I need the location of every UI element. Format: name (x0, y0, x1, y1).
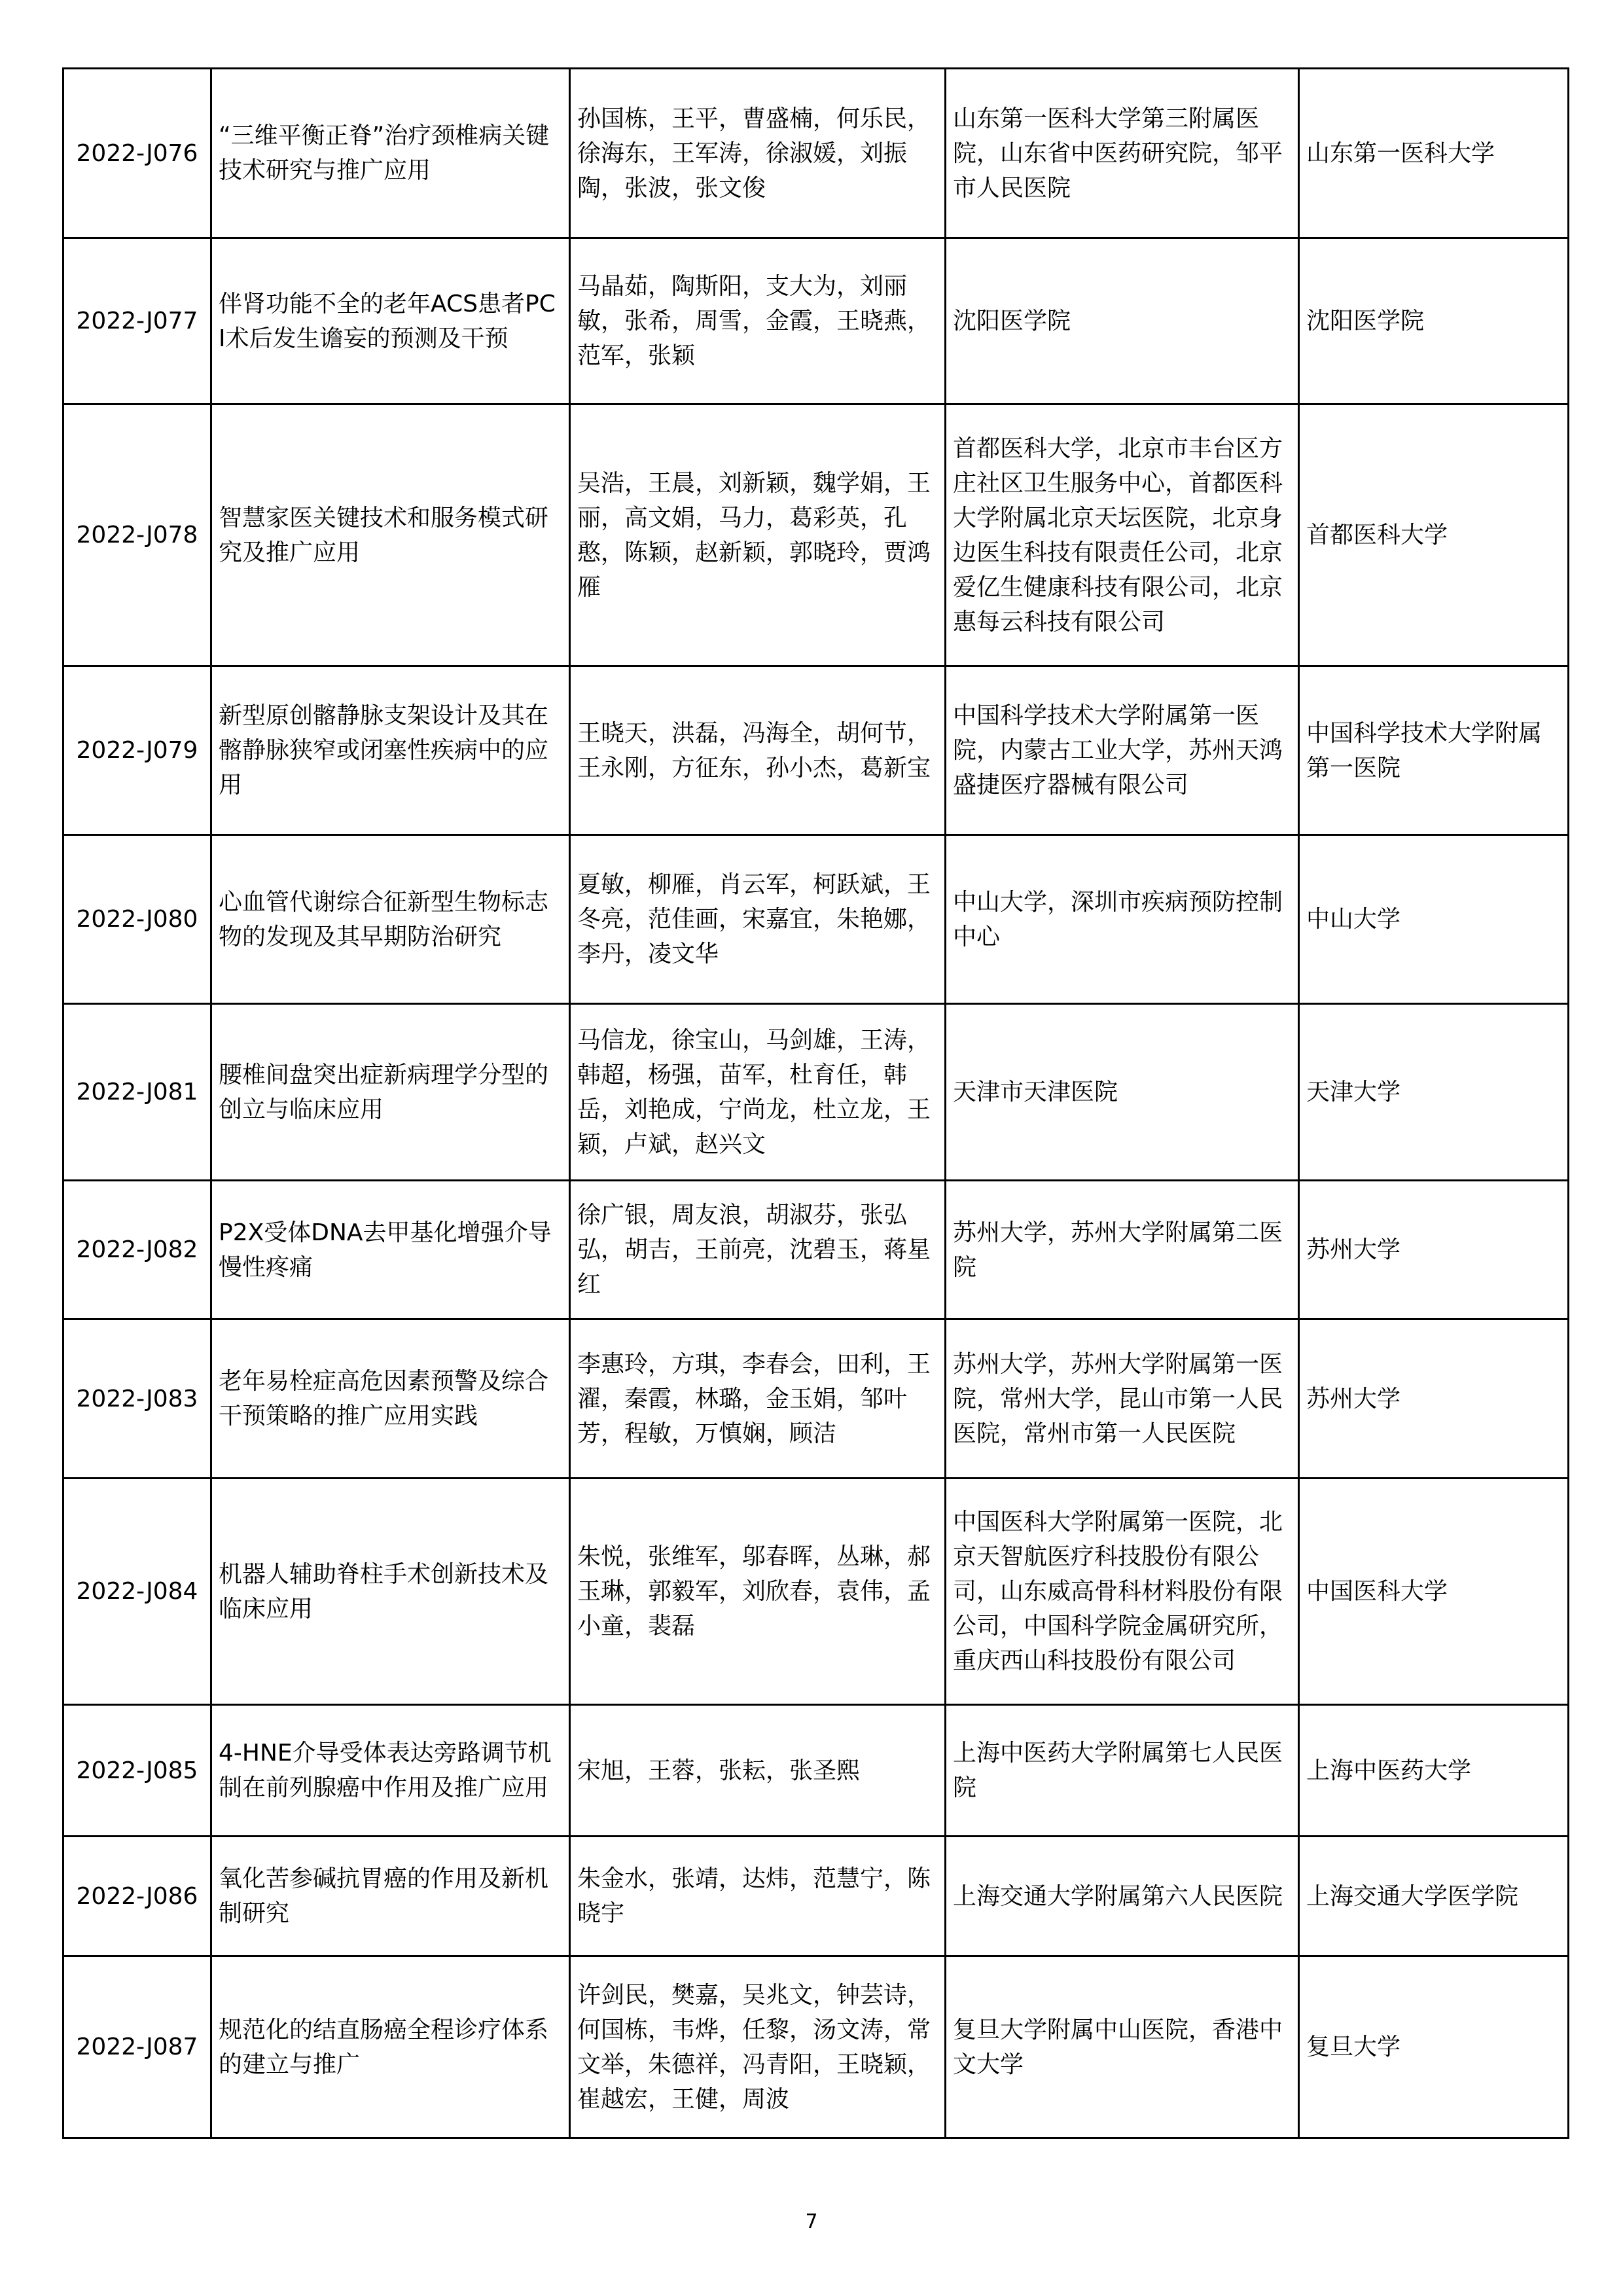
table-row (63, 666, 1569, 835)
table-row (63, 1181, 1569, 1319)
award-table (62, 67, 1569, 2139)
table-row (63, 404, 1569, 666)
project-title: 机器人辅助脊柱手术创新技术及临床应用 (211, 1479, 570, 1705)
table-row (63, 1705, 1569, 1837)
lead-unit: 山东第一医科大学 (1299, 69, 1569, 238)
table-row (63, 238, 1569, 404)
project-title: 老年易栓症高危因素预警及综合干预策略的推广应用实践 (211, 1319, 570, 1479)
lead-unit: 苏州大学 (1299, 1319, 1569, 1479)
project-code: 2022-J085 (63, 1705, 211, 1837)
project-title: 4-HNE介导受体表达旁路调节机制在前列腺癌中作用及推广应用 (211, 1705, 570, 1837)
project-code: 2022-J082 (63, 1181, 211, 1319)
project-title: 智慧家医关键技术和服务模式研究及推广应用 (211, 404, 570, 666)
contributors: 朱金水，张靖，达炜，范慧宁，陈晓宇 (570, 1837, 946, 1956)
participating-units: 苏州大学，苏州大学附属第二医院 (946, 1181, 1299, 1319)
project-title: 伴肾功能不全的老年ACS患者PCI术后发生谵妄的预测及干预 (211, 238, 570, 404)
project-title: P2X受体DNA去甲基化增强介导慢性疼痛 (211, 1181, 570, 1319)
table-row (63, 1479, 1569, 1705)
contributors: 孙国栋，王平，曹盛楠，何乐民，徐海东，王军涛，徐淑媛，刘振陶，张波，张文俊 (570, 69, 946, 238)
project-code: 2022-J077 (63, 238, 211, 404)
participating-units: 中国科学技术大学附属第一医院，内蒙古工业大学，苏州天鸿盛捷医疗器械有限公司 (946, 666, 1299, 835)
lead-unit: 中山大学 (1299, 835, 1569, 1004)
participating-units: 沈阳医学院 (946, 238, 1299, 404)
project-code: 2022-J083 (63, 1319, 211, 1479)
lead-unit: 复旦大学 (1299, 1956, 1569, 2138)
project-code: 2022-J080 (63, 835, 211, 1004)
contributors: 徐广银，周友浪，胡淑芬，张弘弘，胡吉，王前亮，沈碧玉，蒋星红 (570, 1181, 946, 1319)
contributors: 马信龙，徐宝山，马剑雄，王涛，韩超，杨强，苗军，杜育任，韩岳，刘艳成，宁尚龙，杜立龙，王颖，卢斌，赵兴文 (570, 1004, 946, 1181)
lead-unit: 上海中医药大学 (1299, 1705, 1569, 1837)
lead-unit: 上海交通大学医学院 (1299, 1837, 1569, 1956)
lead-unit: 苏州大学 (1299, 1181, 1569, 1319)
project-title: 新型原创髂静脉支架设计及其在髂静脉狭窄或闭塞性疾病中的应用 (211, 666, 570, 835)
table-row (63, 69, 1569, 238)
lead-unit: 中国医科大学 (1299, 1479, 1569, 1705)
participating-units: 上海交通大学附属第六人民医院 (946, 1837, 1299, 1956)
contributors: 朱悦，张维军，邬春晖，丛琳，郝玉琳，郭毅军，刘欣春，袁伟，孟小童，裴磊 (570, 1479, 946, 1705)
contributors: 吴浩，王晨，刘新颖，魏学娟，王丽，高文娟，马力，葛彩英，孔憨，陈颖，赵新颖，郭晓玲，贾鸿雁 (570, 404, 946, 666)
project-title: “三维平衡正脊”治疗颈椎病关键技术研究与推广应用 (211, 69, 570, 238)
contributors: 王晓天，洪磊，冯海全，胡何节，王永刚，方征东，孙小杰，葛新宝 (570, 666, 946, 835)
participating-units: 苏州大学，苏州大学附属第一医院，常州大学，昆山市第一人民医院，常州市第一人民医院 (946, 1319, 1299, 1479)
contributors: 李惠玲，方琪，李春会，田利，王濯，秦霞，林璐，金玉娟，邹叶芳，程敏，万慎娴，顾洁 (570, 1319, 946, 1479)
lead-unit: 天津大学 (1299, 1004, 1569, 1181)
table-row (63, 1956, 1569, 2138)
participating-units: 中山大学，深圳市疾病预防控制中心 (946, 835, 1299, 1004)
participating-units: 上海中医药大学附属第七人民医院 (946, 1705, 1299, 1837)
lead-unit: 首都医科大学 (1299, 404, 1569, 666)
participating-units: 首都医科大学，北京市丰台区方庄社区卫生服务中心，首都医科大学附属北京天坛医院，北京身边医生科技有限责任公司，北京爱亿生健康科技有限公司，北京惠每云科技有限公司 (946, 404, 1299, 666)
project-code: 2022-J079 (63, 666, 211, 835)
project-code: 2022-J078 (63, 404, 211, 666)
contributors: 马晶茹，陶斯阳，支大为，刘丽敏，张希，周雪，金霞，王晓燕，范军，张颖 (570, 238, 946, 404)
page-number: 7 (805, 2210, 818, 2233)
project-title: 规范化的结直肠癌全程诊疗体系的建立与推广 (211, 1956, 570, 2138)
project-code: 2022-J076 (63, 69, 211, 238)
table-row (63, 1004, 1569, 1181)
project-code: 2022-J084 (63, 1479, 211, 1705)
participating-units: 天津市天津医院 (946, 1004, 1299, 1181)
participating-units: 复旦大学附属中山医院，香港中文大学 (946, 1956, 1299, 2138)
table-row (63, 1837, 1569, 1956)
project-code: 2022-J087 (63, 1956, 211, 2138)
lead-unit: 沈阳医学院 (1299, 238, 1569, 404)
table-row (63, 835, 1569, 1004)
project-title: 心血管代谢综合征新型生物标志物的发现及其早期防治研究 (211, 835, 570, 1004)
project-code: 2022-J086 (63, 1837, 211, 1956)
contributors: 夏敏，柳雁，肖云军，柯跃斌，王冬亮，范佳画，宋嘉宜，朱艳娜，李丹，凌文华 (570, 835, 946, 1004)
project-code: 2022-J081 (63, 1004, 211, 1181)
project-title: 腰椎间盘突出症新病理学分型的创立与临床应用 (211, 1004, 570, 1181)
project-title: 氧化苦参碱抗胃癌的作用及新机制研究 (211, 1837, 570, 1956)
contributors: 宋旭，王蓉，张耘，张圣熙 (570, 1705, 946, 1837)
contributors: 许剑民，樊嘉，吴兆文，钟芸诗，何国栋，韦烨，任黎，汤文涛，常文举，朱德祥，冯青阳，王晓颖，崔越宏，王健，周波 (570, 1956, 946, 2138)
participating-units: 山东第一医科大学第三附属医院，山东省中医药研究院，邹平市人民医院 (946, 69, 1299, 238)
table-row (63, 1319, 1569, 1479)
participating-units: 中国医科大学附属第一医院，北京天智航医疗科技股份有限公司，山东威高骨科材料股份有限公司，中国科学院金属研究所，重庆西山科技股份有限公司 (946, 1479, 1299, 1705)
lead-unit: 中国科学技术大学附属第一医院 (1299, 666, 1569, 835)
